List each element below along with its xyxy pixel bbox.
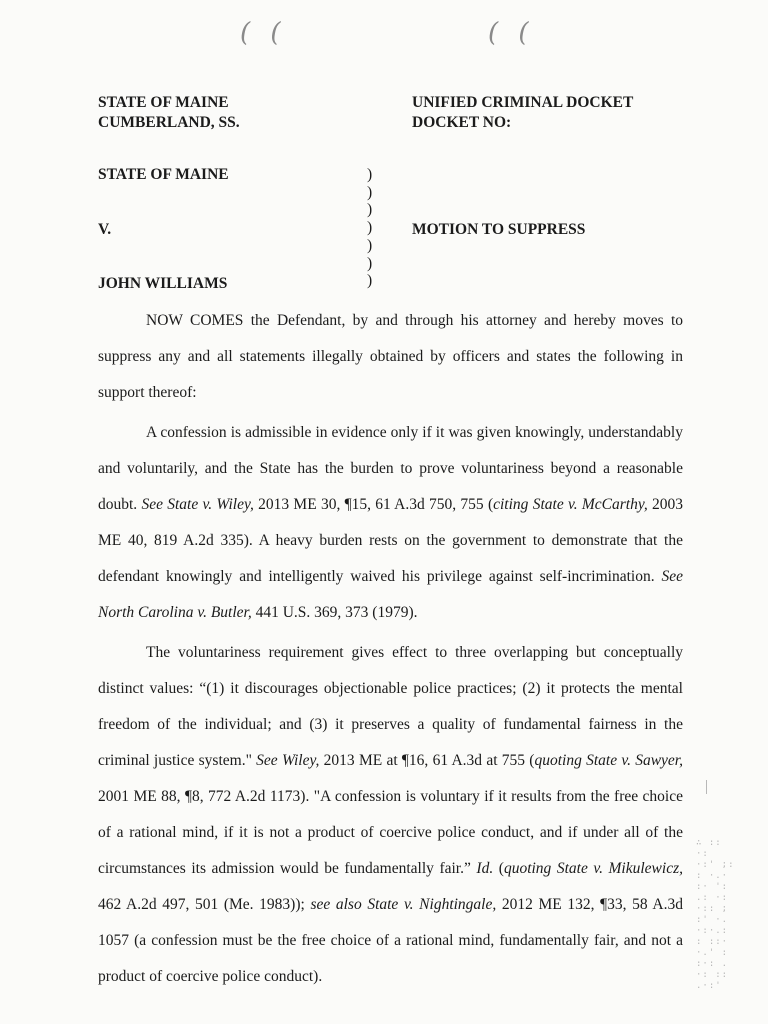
paragraph-voluntariness — [98, 415, 683, 631]
caption-paren: ) — [367, 166, 373, 183]
text: The voluntariness requirement gives effect to three overlapping but conceptually distinct values: “(1) it discourages objectionable police practices; (2) it protects the mental freedom of the individual; and (3) it preserves a quality of fundamental fairness in the criminal justice system." — [98, 644, 683, 769]
citation: See State v. Wiley, — [141, 496, 254, 513]
text: 2003 ME 40, 819 A.2d 335). A heavy burden rests on the government to demonstrate that the defendant knowingly and intelligently waived his privilege against self-incrimination. — [98, 496, 683, 585]
text: 2013 ME 30, ¶15, 61 A.3d 750, 755 ( — [253, 496, 494, 513]
docket-number-label: DOCKET NO: — [412, 114, 512, 131]
paragraph-values — [98, 635, 683, 995]
motion-title: MOTION TO SUPPRESS — [412, 221, 586, 238]
text: ( — [493, 860, 504, 877]
caption-paren: ) — [367, 236, 373, 254]
text: 2012 ME 132, ¶33, 58 A.3d 1057 (a confession must be the free choice of a rational mind, fundamentally fair, and not a product of coercive police conduct). — [98, 896, 683, 985]
citation: See Wiley, — [256, 752, 320, 769]
caption-paren: ) — [367, 272, 373, 290]
caption-paren: ) — [367, 183, 373, 201]
text: 2001 ME 88, ¶8, 772 A.2d 1173). "A confession is voluntary if it results from the free choice of a rational mind, if it is not a product of coercive police conduct, and if under all of the circumstances its admission would be fundamentally fair.” — [98, 788, 683, 877]
caption-paren: ) — [367, 254, 373, 272]
text: 462 A.2d 497, 501 (Me. 1983)); — [98, 896, 311, 913]
paragraph-intro: NOW COMES the Defendant, by and through his attorney and hereby moves to suppress any and all statements illegally obtained by officers and states the following in support thereof: — [98, 312, 683, 401]
text: 441 U.S. 369, 373 (1979). — [251, 604, 418, 621]
caption-parentheses — [367, 166, 372, 290]
plaintiff-name: STATE OF MAINE — [98, 166, 229, 183]
docket-title: UNIFIED CRIMINAL DOCKET — [412, 94, 634, 111]
caption-paren: ) — [367, 201, 373, 219]
scan-artifact-left: ( ( — [240, 18, 287, 48]
docket-header — [412, 93, 633, 133]
citation: quoting State v. Mikulewicz, — [503, 860, 683, 877]
versus-label: V. — [98, 221, 112, 238]
court-county: CUMBERLAND, SS. — [98, 114, 240, 131]
citation: See North Carolina v. Butler, — [98, 568, 683, 621]
citation: Id. — [476, 860, 494, 877]
motion-body — [98, 303, 683, 999]
text: 2013 ME at ¶16, 61 A.3d at 755 ( — [319, 752, 535, 769]
court-state: STATE OF MAINE — [98, 94, 229, 111]
citation: quoting State v. Sawyer, — [534, 752, 683, 769]
text: A confession is admissible in evidence only if it was given knowingly, understandably and voluntarily, and the State has the burden to prove voluntariness beyond a reasonable doubt. — [98, 424, 683, 513]
scan-artifact-right: ( ( — [488, 18, 535, 48]
defendant-name: JOHN WILLIAMS — [98, 275, 228, 292]
citation: citing State v. McCarthy, — [493, 496, 648, 513]
citation: see also State v. Nightingale, — [310, 896, 497, 913]
scanner-stamp-artifact: ∴ :: ·: ·:' ;: : ·.· :· ': .: ·: ·:: ; :' ·. ·:·.: : ::· ·.' : :·: . ·: :: .·:' — [696, 838, 735, 988]
court-venue — [98, 93, 240, 133]
caption-paren: ) — [367, 219, 373, 237]
scan-tick-mark — [706, 780, 707, 794]
